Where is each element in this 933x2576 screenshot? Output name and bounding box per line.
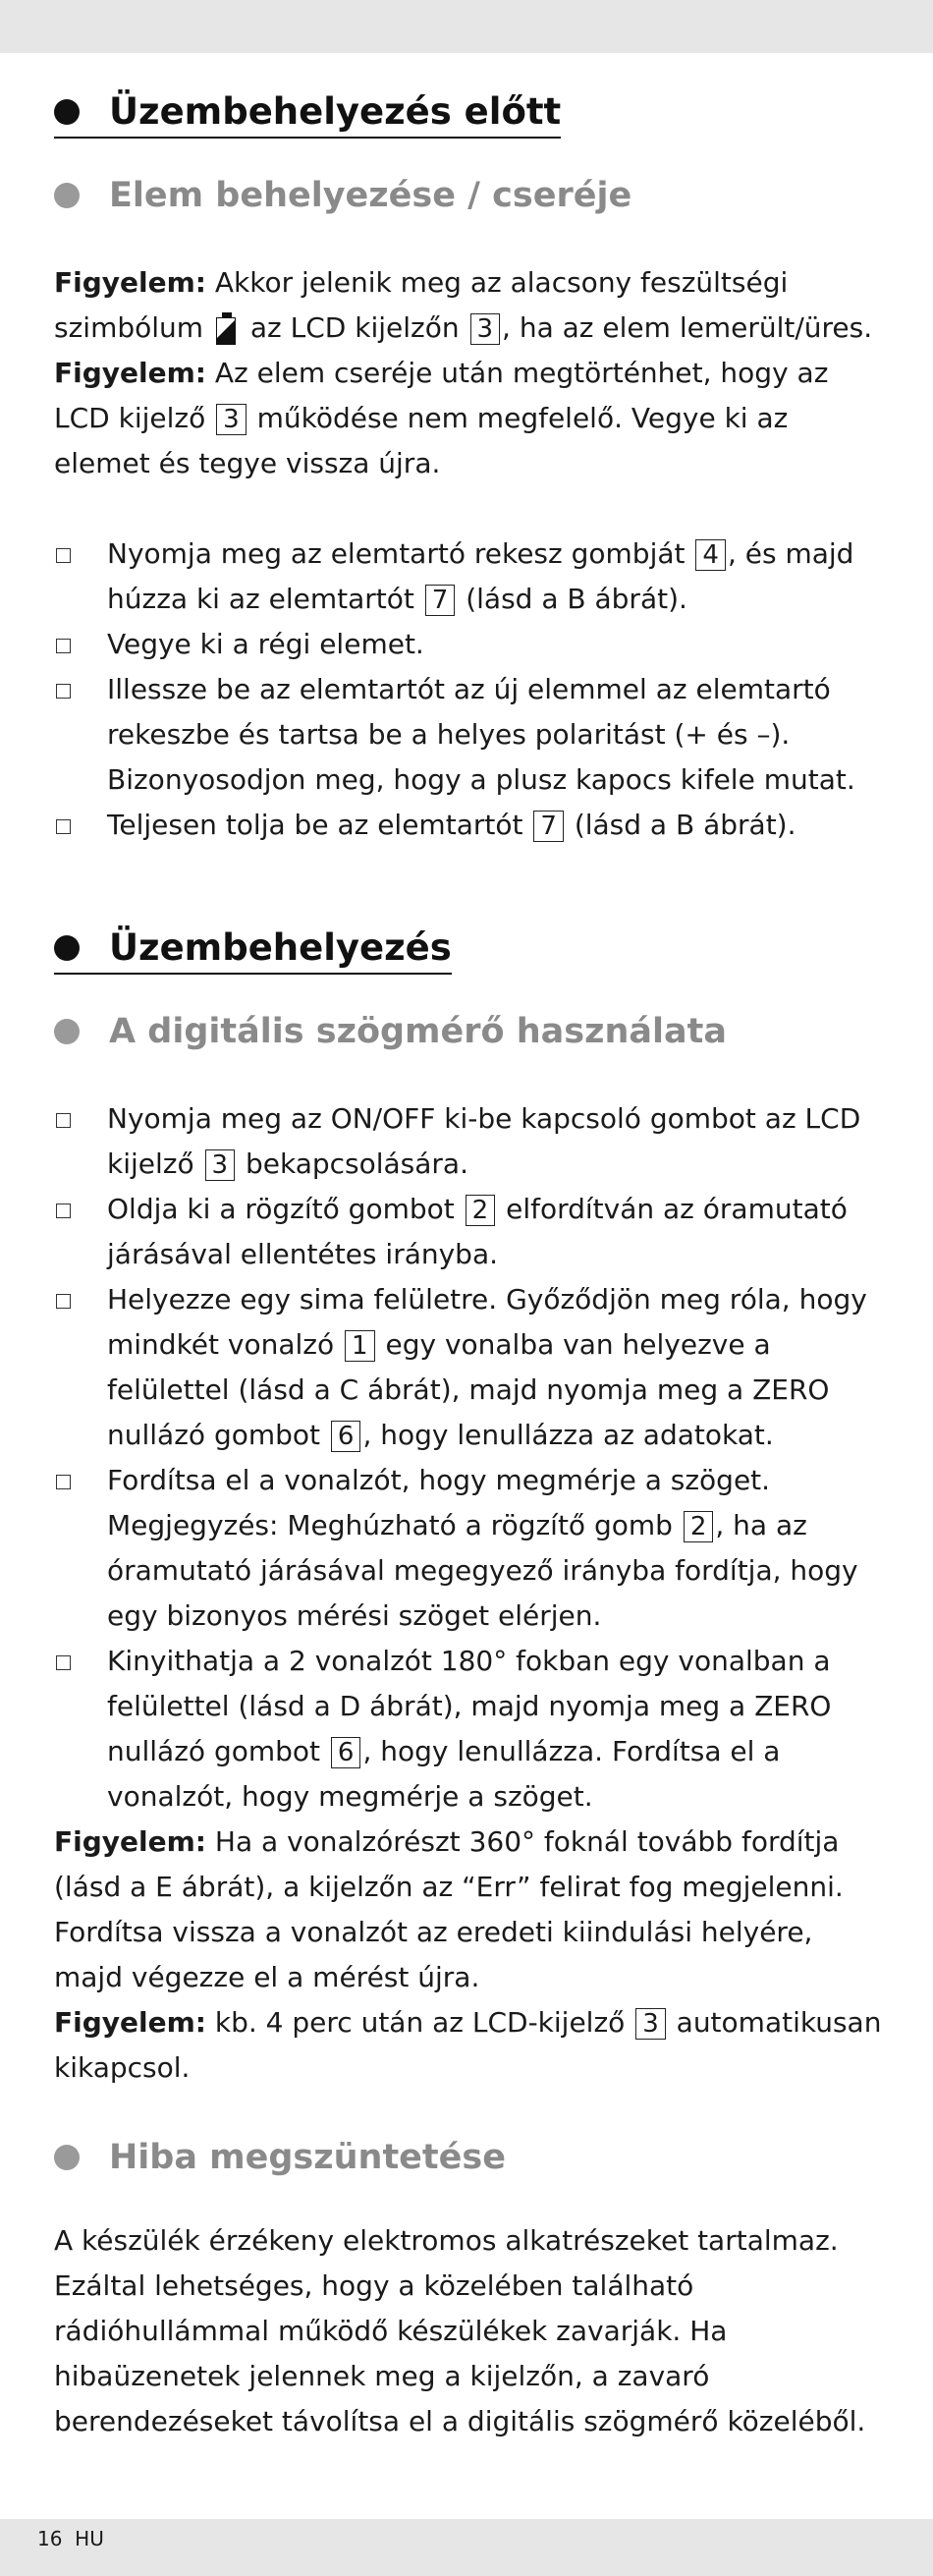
list-item (54, 1096, 889, 1187)
top-bar (0, 0, 933, 53)
subheading-battery (54, 176, 889, 215)
checkbox-bullet-icon (56, 1204, 71, 1218)
ref-number: 1 (345, 1330, 375, 1362)
page-number: 16 (37, 2527, 63, 2550)
step-text: Kinyithatja a 2 vonalzót 180° fokban egy vonalban a felülettel (lásd a D ábrát), majd nyomja meg a ZERO nullázó gombot (107, 1645, 832, 1767)
step-text: Helyezze egy sima felületre. Győződjön meg róla, hogy mindkét vonalzó (107, 1283, 867, 1361)
ref-number: 4 (695, 539, 726, 571)
page-content (54, 90, 889, 2444)
subheading-text: Elem behelyezése / cseréje (109, 176, 632, 215)
step-text: Fordítsa el a vonalzót, hogy megmérje a szöget. Megjegyzés: Meghúzható a rögzítő gomb (107, 1464, 771, 1541)
list-item (54, 1187, 889, 1277)
list-item (54, 803, 889, 848)
subheading-usage (54, 1012, 889, 1051)
step-text: Illessze be az elemtartót az új elemmel az elemtartó rekeszbe és tartsa be a helyes polaritást (+ és –). Bizonyosodjon meg, hogy a plusz kapocs kifele mutat. (107, 673, 855, 796)
ref-number: 6 (331, 1421, 361, 1452)
bullet-dot-icon (54, 935, 80, 961)
step-text: , hogy lenullázza. Fordítsa el a vonalzót, hogy megmérje a szöget. (107, 1735, 781, 1813)
checkbox-bullet-icon (56, 819, 71, 834)
note-label: Figyelem: (54, 357, 206, 389)
step-text: elfordítván az óramutató járásával ellentétes irányba. (107, 1193, 848, 1270)
section-heading-operation (54, 926, 452, 975)
step-text: Oldja ki a rögzítő gombot (107, 1193, 455, 1225)
note-text: automatikusan kikapcsol. (54, 2006, 882, 2084)
ref-number: 2 (684, 1511, 714, 1542)
bullet-dot-icon (54, 1019, 80, 1044)
step-text: Nyomja meg az elemtartó rekesz gombját (107, 537, 686, 570)
list-item (54, 1458, 889, 1639)
note-paragraph (54, 260, 889, 351)
language-code: HU (75, 2527, 104, 2550)
step-text: (lásd a B ábrát). (574, 809, 796, 841)
list-item (54, 1277, 889, 1458)
checkbox-bullet-icon (56, 1655, 71, 1670)
subheading-text: A digitális szögmérő használata (109, 1012, 727, 1051)
note-label: Figyelem: (54, 266, 206, 299)
note-paragraph (54, 1820, 889, 2000)
step-list (54, 1096, 889, 1820)
checkbox-bullet-icon (56, 1113, 71, 1128)
bullet-dot-icon (54, 99, 80, 125)
list-item (54, 532, 889, 622)
heading-text: Üzembehelyezés (109, 926, 452, 969)
troubleshooting-paragraph: A készülék érzékeny elektromos alkatrészeket tartalmaz. Ezáltal lehetséges, hogy a közelében található rádióhullámmal működő készülékek zavarják. Ha hibaüzenetek jelennek meg a kijelzőn, a zavaró berendezéseket távolítsa el a digitális szögmérő közeléből. (54, 2224, 866, 2437)
checkbox-bullet-icon (56, 1294, 71, 1309)
step-text: Nyomja meg az ON/OFF ki-be kapcsoló gombot az LCD kijelző (107, 1102, 861, 1180)
ref-number: 3 (205, 1149, 236, 1181)
ref-number: 7 (425, 585, 456, 616)
notes-block (54, 260, 889, 486)
step-list (54, 532, 889, 848)
note-label: Figyelem: (54, 2006, 206, 2039)
note-text: kb. 4 perc után az LCD-kijelző (214, 2006, 626, 2039)
checkbox-bullet-icon (56, 684, 71, 699)
list-item (54, 622, 889, 667)
checkbox-bullet-icon (56, 548, 71, 563)
footer-bar (0, 2519, 933, 2576)
note-text: Az elem cseréje után megtörténhet, hogy az LCD kijelző (54, 357, 829, 434)
checkbox-bullet-icon (56, 639, 71, 653)
bullet-dot-icon (54, 183, 80, 208)
subheading-troubleshooting (54, 2138, 889, 2177)
step-text: Teljesen tolja be az elemtartót (107, 809, 523, 841)
list-item (54, 1639, 889, 1820)
note-text: az LCD kijelzőn (249, 311, 460, 344)
note-paragraph (54, 2000, 889, 2091)
step-text: bekapcsolására. (245, 1148, 468, 1180)
section-heading-before-use (54, 90, 561, 139)
page-footer (37, 2527, 104, 2550)
step-text: (lásd a B ábrát). (466, 583, 687, 615)
note-paragraph (54, 351, 889, 486)
step-text: , ha az óramutató járásával megegyező irányba fordítja, hogy egy bizonyos mérési szöget elérjen. (107, 1509, 858, 1632)
heading-text: Üzembehelyezés előtt (109, 90, 562, 133)
step-text: , hogy lenullázza az adatokat. (362, 1419, 774, 1451)
ref-number: 3 (470, 313, 501, 345)
checkbox-bullet-icon (56, 1475, 71, 1489)
notes-block (54, 1820, 889, 2091)
ref-number: 7 (533, 811, 564, 842)
note-label: Figyelem: (54, 1825, 206, 1858)
step-text: Vegye ki a régi elemet. (107, 628, 424, 660)
note-text: Akkor jelenik meg az alacsony feszültségi szimbólum (54, 266, 789, 344)
subheading-text: Hiba megszüntetése (109, 2138, 506, 2177)
ref-number: 2 (466, 1195, 496, 1226)
step-text: egy vonalba van helyezve a felülettel (lásd a C ábrát), majd nyomja meg a ZERO nullázó gombot (107, 1328, 830, 1451)
note-text: működése nem megfelelő. Vegye ki az elemet és tegye vissza újra. (54, 402, 789, 479)
ref-number: 3 (635, 2008, 666, 2040)
note-text: Ha a vonalzórészt 360° foknál tovább fordítja (lásd a E ábrát), a kijelzőn az “Err” felirat fog megjelenni. Fordítsa vissza a vonalzót az eredeti kiindulási helyére, majd végezze el a mérést újra. (54, 1825, 844, 1993)
ref-number: 3 (216, 404, 247, 435)
ref-number: 6 (331, 1737, 361, 1768)
low-battery-icon (216, 312, 238, 346)
step-text: , és majd húzza ki az elemtartót (107, 537, 854, 615)
list-item (54, 667, 889, 803)
bullet-dot-icon (54, 2145, 80, 2170)
note-text: , ha az elem lemerült/üres. (502, 311, 873, 344)
